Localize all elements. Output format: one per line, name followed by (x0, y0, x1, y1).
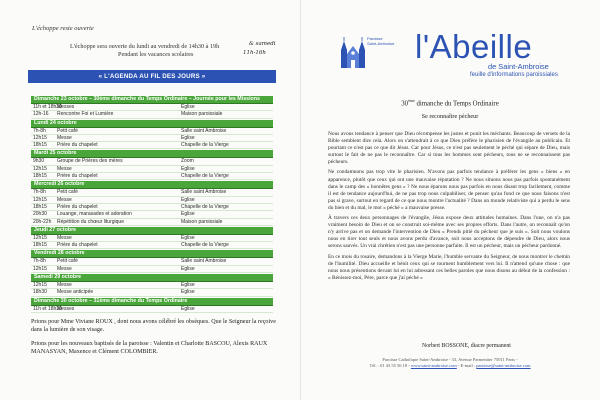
echoppe-hours: L'échoppe sera ouverte du lundi au vendredi de 14h30 à 19h (70, 43, 220, 50)
footer-email-link[interactable]: paroisse@saint-ambroise.com (476, 363, 531, 368)
agenda-activity: Petit café (57, 258, 78, 265)
footer-email-label: - E-mail : (456, 363, 477, 368)
agenda-banner: « L'AGENDA AU FIL DES JOURS » (28, 70, 276, 83)
agenda-activity: Groupe de Prières des mères (57, 158, 123, 165)
footer-website-link[interactable]: www.saint-ambroise.com (410, 363, 457, 368)
agenda-row (31, 135, 273, 142)
agenda-activity: Louange, marasades et adoration (57, 211, 132, 218)
agenda-location: Maison paroissiale (181, 111, 223, 118)
agenda-location: Église (181, 305, 195, 312)
agenda-row (31, 266, 273, 273)
agenda-activity: Messes (57, 305, 75, 312)
agenda-time: 11h et 18h30 (33, 305, 62, 312)
agenda-time: 18h15 (33, 242, 47, 249)
agenda-location: Église (181, 134, 195, 141)
agenda-row (31, 289, 273, 296)
agenda-activity: Petit café (57, 127, 78, 134)
agenda-time: 18h15 (33, 173, 47, 180)
agenda-activity: Messe (57, 134, 72, 141)
agenda-row (31, 258, 273, 265)
echoppe-heading: L'échoppe reste ouverte (32, 25, 94, 32)
agenda-location: Église (181, 289, 195, 296)
agenda-activity: Petit café (57, 189, 78, 196)
page-footer (300, 357, 600, 369)
bulletin-subtitle: de Saint-Ambroise (488, 62, 549, 71)
agenda-location: Chapelle de la Vierge (181, 242, 229, 249)
agenda-time: 12h15 (33, 134, 47, 141)
agenda-time: 12h15 (33, 282, 47, 289)
agenda-time: 18h15 (33, 203, 47, 210)
echoppe-holidays: Pendant les vacances scolaires (118, 51, 194, 58)
agenda-row (31, 189, 273, 196)
agenda-time: 11h et 18h30 (33, 104, 62, 110)
agenda-time: 20h-22h (33, 218, 52, 225)
agenda-time: 9h30 (33, 158, 45, 165)
logo-parish-name: Saint-Ambroise (367, 41, 395, 46)
agenda-row (31, 242, 273, 249)
agenda-activity: Répétition du chœur liturgique (57, 218, 124, 225)
agenda-activity: Prière du chapelet (57, 142, 98, 149)
handwritten-note-saturday: & samedi (249, 41, 276, 47)
logo-parish-label (367, 36, 394, 46)
agenda-row (31, 235, 273, 242)
article-title: Se reconnaître pécheur (421, 113, 479, 120)
prayer-baptisms: Prions pour les nouveaux baptisés de la paroisse : Valentin et Charlotte BASCOU, Alexis RAUX MANASYAN, Maxence et Clément COLOMBIER. (31, 341, 268, 356)
agenda-location: Chapelle de la Vierge (181, 142, 229, 149)
article-author: Norbert BOSSONE, diacre permanent (422, 343, 511, 349)
agenda-row (31, 128, 273, 135)
article-paragraph: Ne condamnons pas trop vite le pharisien. N'avons pas parfois tendance à préférer les gens « biens » en apparence, plutôt que ceux qui ont une mauvaise réputation ? Ne nous situons nous pas parfois spontanément dans le camp des « honnêtes gens » ? Ne nous éparons nous pas parfois en nous disant trop facilement, comme il est de tendance aujourd'hui, de ne pas trop nous culpabiliser, de penser qu'au fond ce que nous faisons n'est pas si grave, surtout en regard de ce que nous montre l'actualité ? Dans un monde relativiste qui a perdu le sens du bien et du mal, le mot « péché » a mauvaise presse. (328, 169, 570, 211)
agenda-day-header: Vendredi 28 octobre (31, 250, 273, 258)
handwritten-note-hours: 11h-16h (243, 50, 266, 56)
agenda-activity: Prière du chapelet (57, 242, 98, 249)
agenda-time: 7h-8h (33, 127, 46, 134)
agenda-day-header: Lundi 24 octobre (31, 120, 273, 128)
agenda-row (31, 142, 273, 149)
agenda-day-header: Mercredi 26 octobre (31, 181, 273, 189)
article-paragraph: À travers ces deux personnages de l'évangile, Jésus expose deux attitudes humaines. Dans l'une, on n'a pas vraiment besoin de Dieu et on se construit soi-même avec ses propres efforts. Dans l'autre, on reconnaît qu'on n'y arrive pas et on demande l'intervention de Dieu « Prends pitié du pécheur que je suis ». Soit nous voulons nous en tirer tout seuls et nous avons perdu d'avance, soit nous acceptons de dépendre de Dieu, alors nous serons sauvés. Un vrai chrétien n'est pas une personne parfaite. Il est un pécheur, mais un pécheur pardonné. (328, 215, 570, 250)
agenda-row (31, 282, 273, 289)
agenda-day-header: Mardi 25 octobre (31, 150, 273, 158)
agenda-location: Église (181, 265, 195, 272)
agenda-activity: Prière du chapelet (57, 173, 98, 180)
agenda-time: 12h15 (33, 165, 47, 172)
agenda-activity: Messe (57, 282, 72, 289)
sunday-number: 30 (401, 100, 409, 108)
agenda-time: 18h15 (33, 142, 47, 149)
agenda-row (31, 158, 273, 165)
agenda-time: 12h-16 (33, 111, 49, 118)
agenda-location: Chapelle de la Vierge (181, 173, 229, 180)
agenda-time: 18h30 (33, 289, 47, 296)
agenda-activity: Messe anticipée (57, 289, 94, 296)
agenda-row (31, 219, 273, 226)
agenda-location: Salle saint Ambroise (181, 127, 227, 134)
footer-contact (300, 363, 600, 369)
footer-phone: Tél. : 01 43 55 56 18 - (369, 363, 411, 368)
agenda-activity: Messes (57, 104, 75, 110)
bulletin-tagline: feuille d'informations paroissiales (470, 72, 558, 78)
sunday-ordinal: ème (408, 98, 415, 103)
agenda-row (31, 173, 273, 180)
agenda-time: 12h15 (33, 265, 47, 272)
agenda-time: 12h15 (33, 234, 47, 241)
agenda-location: Église (181, 282, 195, 289)
church-logo-icon (338, 36, 368, 70)
prayer-obsequies: Prions pour Mme Viviane ROUX , dont nous avons célébré les obsèques. Que le Seigneur la reçoive dans la lumière de son visage. (31, 319, 276, 334)
agenda-activity: Messe (57, 265, 72, 272)
agenda-activity: Prière du chapelet (57, 203, 98, 210)
agenda-location: Église (181, 165, 195, 172)
agenda-row (31, 204, 273, 211)
bulletin-title: l'Abeille (415, 28, 533, 65)
agenda-activity: Messe (57, 196, 72, 203)
logo-parish-word: Paroisse (367, 36, 383, 41)
agenda-row (31, 306, 273, 313)
article-paragraph: En ce mois du rosaire, demandons à la Vierge Marie, l'humble servante du Seigneur, de nous montrer le chemin de l'humilité. Dieu accueille et bénit ceux qui se tournent humblement vers lui. Il n'attend qu'une chose : que nous nous présentions devant lui en lui adressant ces belles paroles que nous disons au début de la confession : « Bénissez-moi, Père, parce que j'ai péché » (328, 253, 570, 281)
footer-address: Paroisse Catholique Saint-Ambroise - 33, Avenue Parmentier 75011 Paris - (382, 357, 518, 362)
agenda-location: Salle saint Ambroise (181, 189, 227, 196)
agenda-activity: Messe (57, 234, 72, 241)
agenda-row (31, 166, 273, 173)
agenda-activity: Messe (57, 165, 72, 172)
agenda-location: Église (181, 234, 195, 241)
agenda-location: Église (181, 211, 195, 218)
agenda-location: Chapelle de la Vierge (181, 203, 229, 210)
agenda-row (31, 104, 273, 111)
agenda-row (31, 197, 273, 204)
agenda-location: Église (181, 196, 195, 203)
agenda-activity: Rencontre Foi et Lumière (57, 111, 114, 118)
agenda-time: 7h-8h (33, 189, 46, 196)
agenda-day-header: Samedi 29 octobre (31, 274, 273, 282)
agenda-time: 7h-8h (33, 258, 46, 265)
agenda-location: Salle saint Ambroise (181, 258, 227, 265)
agenda-row (31, 211, 273, 218)
agenda-time: 12h15 (33, 196, 47, 203)
sunday-label: dimanche du Temps Ordinaire (414, 100, 499, 108)
agenda-row (31, 111, 273, 118)
article-paragraph: Nous avons tendance à penser que Dieu récompense les justes et punit les méchants. Beaucoup de versets de la Bible semblent dire cela. Alors on s'attendrait à ce que Dieu préfère le pharisien de l'évangile au publicain. Et pourtant ce n'est pas ce que dit Jésus. Car pour Jésus, ce n'est pas seulement le péché qui sépare de Dieu, mais surtout le fait de ne pas le reconnaître. Car si tous les hommes sont pécheurs, tous ne se reconnaissent pas pécheurs. (328, 131, 570, 166)
agenda-day-header: Dimanche 23 octobre – 30ème dimanche du Temps Ordinaire – Journée pour les Missions (31, 96, 273, 104)
article-body (328, 131, 570, 285)
agenda-location: Zoom (181, 158, 194, 165)
agenda-day-header: Dimanche 30 octobre – 31ème dimanche du Temps Ordinaire (31, 298, 273, 306)
agenda-location: Église (181, 104, 195, 110)
agenda-day-header: Jeudi 27 octobre (31, 227, 273, 235)
agenda-location: Maison paroissiale (181, 218, 223, 225)
agenda-time: 20h30 (33, 211, 47, 218)
sunday-heading (300, 98, 600, 107)
agenda-schedule (31, 95, 273, 313)
